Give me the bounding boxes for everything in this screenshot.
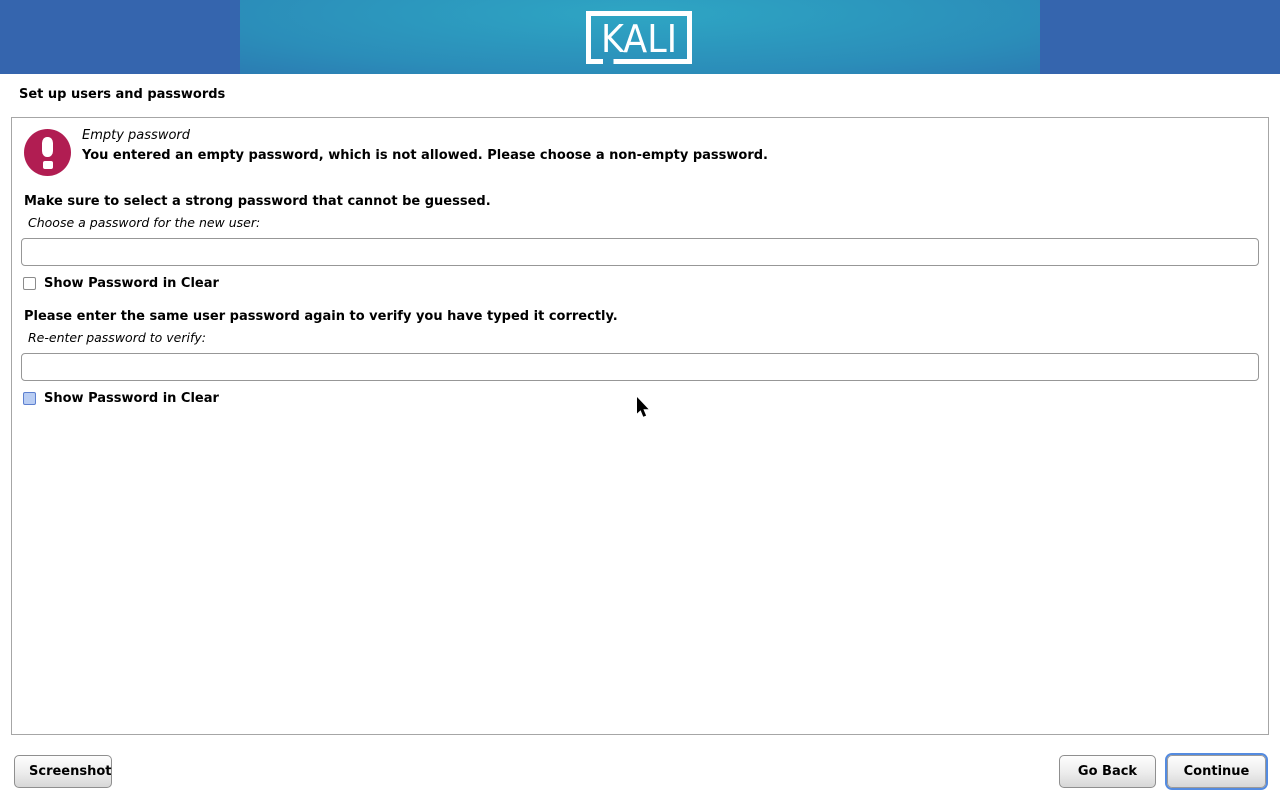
verify-label: Re-enter password to verify: [28, 330, 206, 345]
kali-logo [584, 9, 694, 66]
go-back-button[interactable]: Go Back [1059, 755, 1156, 788]
password-label: Choose a password for the new user: [28, 215, 261, 230]
password-input[interactable] [21, 238, 1259, 266]
page-title: Set up users and passwords [19, 87, 226, 102]
show-password-label-1[interactable]: Show Password in Clear [44, 276, 219, 291]
verify-heading: Please enter the same user password again to verify you have typed it correctly. [24, 309, 618, 324]
show-password-row-1[interactable] [23, 276, 219, 291]
screenshot-button[interactable]: Screenshot [14, 755, 112, 788]
verify-password-input[interactable] [21, 353, 1259, 381]
error-icon [24, 129, 71, 176]
show-password-checkbox-2[interactable] [23, 392, 36, 405]
alert-message: You entered an empty password, which is not allowed. Please choose a non-empty password. [82, 148, 768, 163]
banner [0, 0, 1280, 74]
banner-left-fill [0, 0, 240, 74]
password-heading: Make sure to select a strong password that cannot be guessed. [24, 194, 491, 209]
continue-button[interactable]: Continue [1167, 755, 1266, 788]
show-password-checkbox-1[interactable] [23, 277, 36, 290]
kali-logo-text: KALI [601, 17, 677, 61]
alert-title: Empty password [82, 128, 190, 143]
show-password-row-2[interactable] [23, 391, 219, 406]
show-password-label-2[interactable]: Show Password in Clear [44, 391, 219, 406]
banner-right-fill [1040, 0, 1280, 74]
content-panel [11, 117, 1269, 735]
